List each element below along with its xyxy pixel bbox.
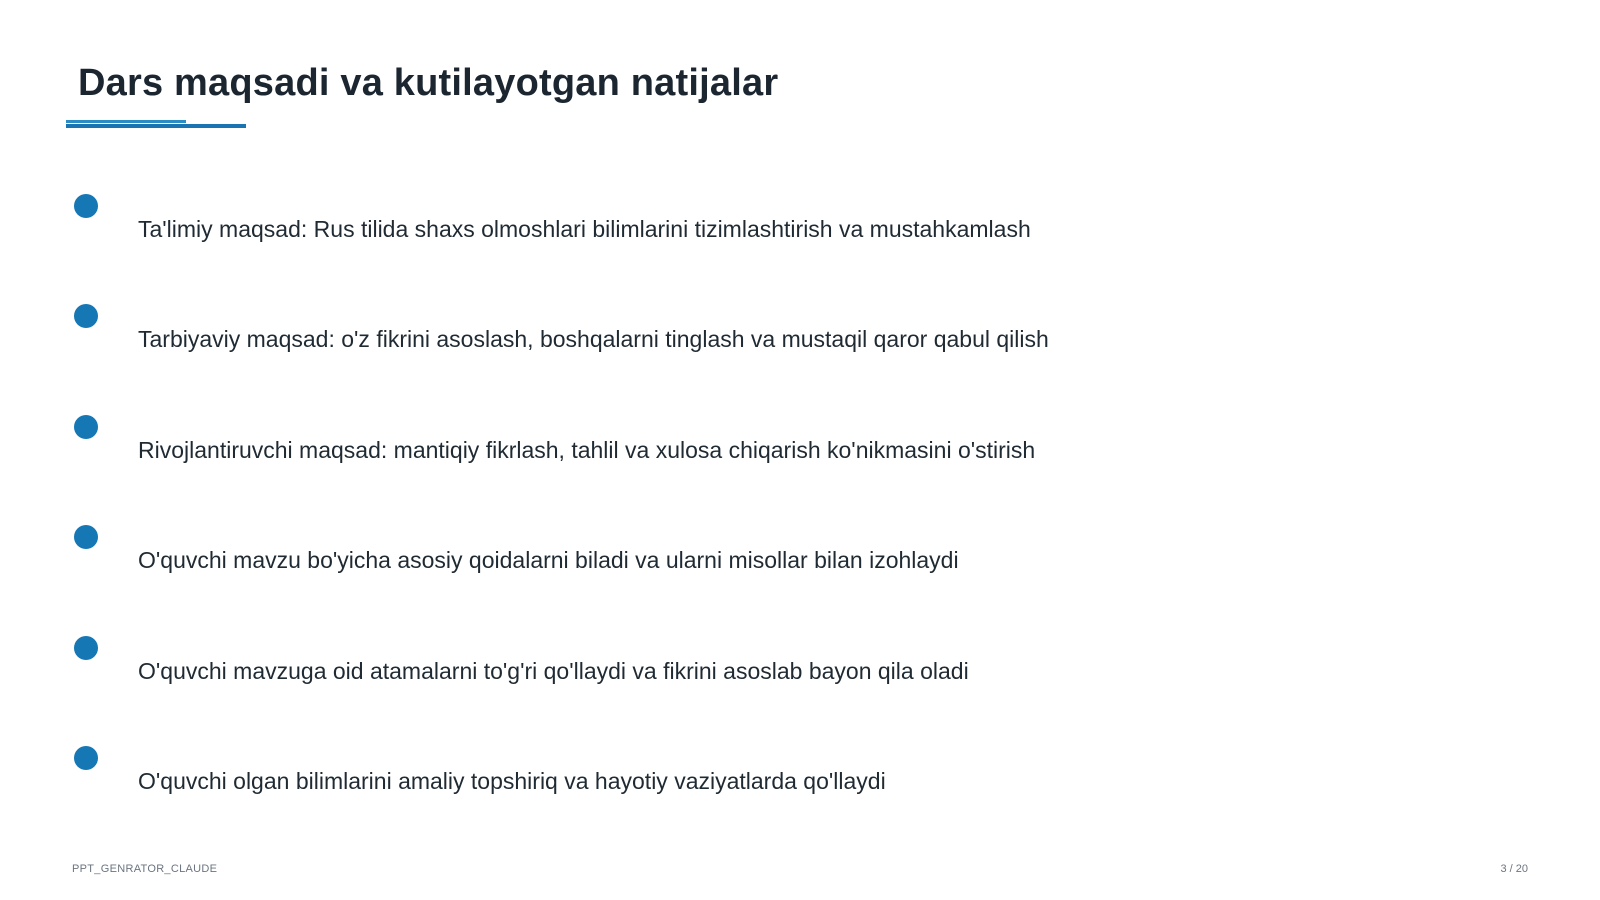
slide-title: Dars maqsadi va kutilayotgan natijalar	[78, 62, 779, 104]
list-item	[0, 194, 1400, 274]
bullet-dot-icon	[74, 525, 98, 549]
bullet-dot-icon	[74, 415, 98, 439]
list-item	[0, 304, 1400, 384]
bullet-dot-icon	[74, 194, 98, 218]
list-item-text: Rivojlantiruvchi maqsad: mantiqiy fikrlash, tahlil va xulosa chiqarish ko'nikmasini o'stirish	[138, 437, 1036, 463]
list-item-text: Ta'limiy maqsad: Rus tilida shaxs olmoshlari bilimlarini tizimlashtirish va mustahkamlash	[138, 216, 1031, 242]
page-number: 3 / 20	[1500, 863, 1528, 875]
bullet-dot-icon	[74, 636, 98, 660]
list-item-text: O'quvchi mavzuga oid atamalarni to'g'ri qo'llaydi va fikrini asoslab bayon qila oladi	[138, 658, 969, 684]
bullet-dot-icon	[74, 304, 98, 328]
list-item-text: O'quvchi mavzu bo'yicha asosiy qoidalarni biladi va ularni misollar bilan izohlaydi	[138, 547, 959, 573]
list-item	[0, 636, 1400, 716]
bullet-dot-icon	[74, 746, 98, 770]
list-item	[0, 746, 1400, 826]
list-item	[0, 525, 1400, 605]
footer-source: PPT_GENRATOR_CLAUDE	[72, 863, 218, 875]
list-item-text: Tarbiyaviy maqsad: o'z fikrini asoslash, boshqalarni tinglash va mustaqil qaror qabul qilish	[138, 326, 1049, 352]
list-item	[0, 415, 1400, 495]
list-item-text: O'quvchi olgan bilimlarini amaliy topshiriq va hayotiy vaziyatlarda qo'llaydi	[138, 768, 886, 794]
